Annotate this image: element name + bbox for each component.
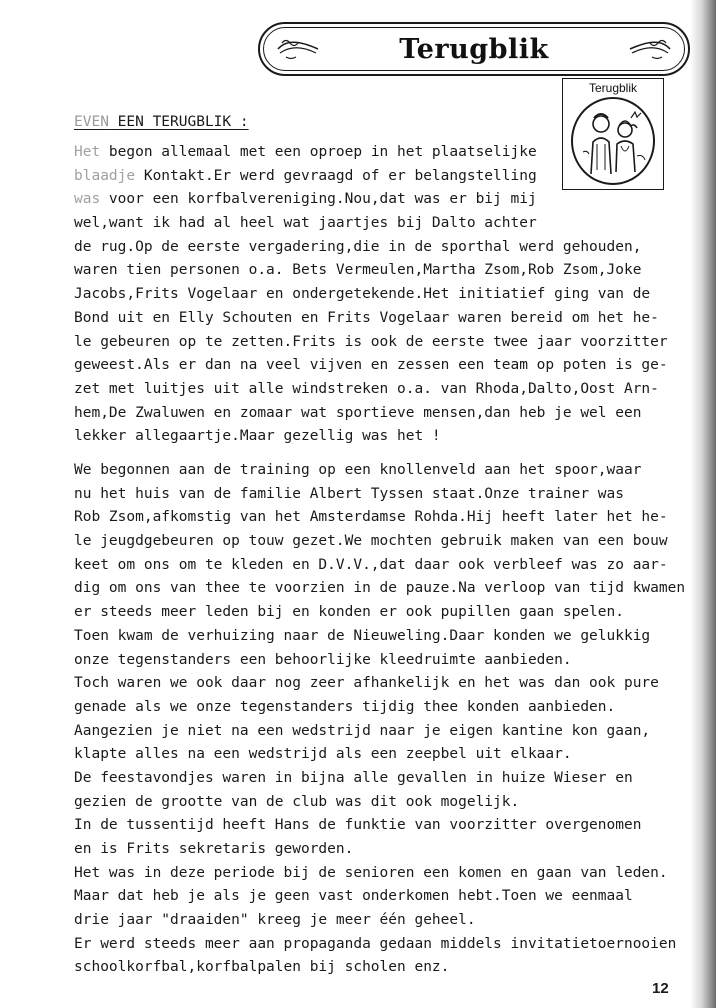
faded-word: Het — [74, 144, 101, 160]
paragraph-intro — [74, 141, 714, 449]
text-line: Maar dat heb je als je geen vast onderkomen hebt.Toen we eenmaal — [74, 888, 633, 905]
text-line: klapte alles na een wedstrijd als een zeepbel uit elkaar. — [74, 746, 572, 763]
line-text: lekker allegaartje.Maar gezellig was het ! — [74, 428, 441, 445]
line-text: hem,De Zwaluwen en zomaar wat sportieve mensen,dan heb je wel een — [74, 404, 642, 421]
line-text: Kontakt.Er werd gevraagd of er belangstelling — [135, 167, 537, 184]
line-text: begon allemaal met een oproep in het plaatselijke — [100, 144, 537, 160]
text-line: Het was in deze periode bij de senioren een komen en gaan van leden. — [74, 864, 668, 881]
text-line: In de tussentijd heeft Hans de funktie van voorzitter overgenomen — [74, 817, 642, 834]
text-line — [74, 165, 714, 189]
text-line — [74, 425, 714, 449]
text-line — [74, 331, 714, 355]
text-line: De feestavondjes waren in bijna alle gevallen in huize Wieser en — [74, 769, 633, 786]
text-line: drie jaar "draaiden" kreeg je meer één geheel. — [74, 912, 476, 929]
text-line — [74, 141, 714, 165]
text-line — [74, 259, 714, 283]
article-heading — [74, 114, 249, 130]
line-text: le gebeuren op te zetten.Frits is ook de eerste twee jaar voorzitter — [74, 333, 668, 350]
text-line — [74, 188, 714, 212]
text-line: nu het huis van de familie Albert Tyssen staat.Onze trainer was — [74, 485, 624, 502]
text-line — [74, 354, 714, 378]
text-line: dig om ons van thee te voorzien in de pauze.Na verloop van tijd kwamen — [74, 580, 686, 597]
line-text: waren tien personen o.a. Bets Vermeulen,Martha Zsom,Rob Zsom,Joke — [74, 262, 642, 279]
text-line: gezien de grootte van de club was dit ook mogelijk. — [74, 793, 520, 810]
title-banner — [258, 22, 690, 76]
left-ornament-icon — [276, 36, 320, 62]
line-text: Jacobs,Frits Vogelaar en ondergetekende.Het initiatief ging van de — [74, 286, 651, 303]
text-line: Toch waren we ook daar nog zeer afhankelijk en het was dan ook pure — [74, 675, 659, 692]
text-line: We begonnen aan de training op een knollenveld aan het spoor,waar — [74, 462, 642, 478]
line-text: de rug.Op de eerste vergadering,die in de sporthal werd gehouden, — [74, 238, 642, 255]
faded-word: blaadje — [74, 167, 136, 184]
heading-text: EEN TERUGBLIK : — [108, 114, 249, 130]
text-line: Rob Zsom,afkomstig van het Amsterdamse Rohda.Hij heeft later het he- — [74, 509, 668, 526]
right-ornament-icon — [628, 36, 672, 62]
banner-title: Terugblik — [399, 33, 549, 65]
text-line: schoolkorfbal,korfbalpalen bij scholen enz. — [74, 959, 450, 976]
text-line: Er werd steeds meer aan propaganda gedaan middels invitatietoernooien — [74, 935, 677, 952]
text-line — [74, 402, 714, 426]
text-line: en is Frits sekretaris geworden. — [74, 841, 354, 857]
line-text: wel,want ik had al heel wat jaartjes bij Dalto achter — [74, 215, 537, 232]
text-line: keet om ons om te kleden en D.V.V.,dat daar ook verbleef was zo aar- — [74, 556, 668, 573]
line-text: zet met luitjes uit alle windstreken o.a. van Rhoda,Dalto,Oost Arn- — [74, 380, 659, 397]
line-text: voor een korfbalvereniging.Nou,dat was er bij mij — [100, 191, 537, 208]
logo-label: Terugblik — [588, 81, 638, 95]
line-text: geweest.Als er dan na veel vijven en zessen een team op poten is ge- — [74, 357, 668, 374]
text-line: Aangezien je niet na een wedstrijd naar je eigen kantine kon gaan, — [74, 722, 651, 739]
text-line — [74, 283, 714, 307]
heading-faded-word: EVEN — [74, 114, 109, 130]
text-line — [74, 212, 714, 236]
text-line: er steeds meer leden bij en konden er ook pupillen gaan spelen. — [74, 604, 624, 621]
paragraph-history — [74, 459, 714, 980]
text-line: onze tegenstanders een behoorlijke kleedruimte aanbieden. — [74, 651, 572, 668]
faded-word: was — [74, 191, 101, 208]
text-line: le jeugdgebeuren op touw gezet.We mochten gebruik maken van een bouw — [74, 533, 668, 550]
text-line: Toen kwam de verhuizing naar de Nieuweling.Daar konden we gelukkig — [74, 627, 651, 644]
text-line — [74, 378, 714, 402]
text-line — [74, 236, 714, 260]
page-number: 12 — [652, 980, 669, 997]
line-text: Bond uit en Elly Schouten en Frits Vogelaar waren bereid om het he- — [74, 309, 659, 326]
text-line — [74, 307, 714, 331]
text-line: genade als we onze tegenstanders tijdig thee konden aanbieden. — [74, 698, 616, 715]
